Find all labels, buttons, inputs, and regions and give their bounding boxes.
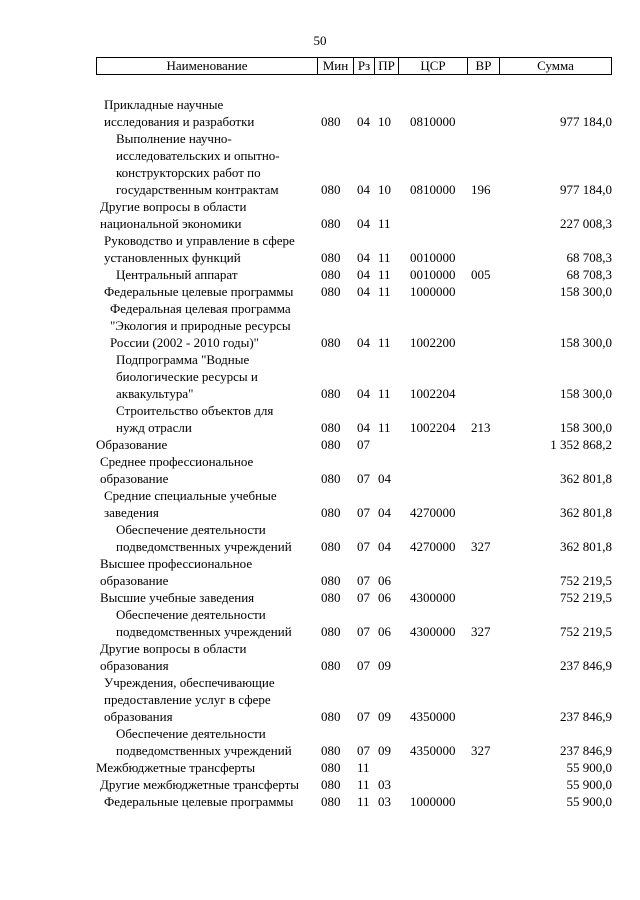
row-name-line: образования <box>100 658 169 673</box>
row-min: 080 <box>321 386 341 401</box>
row-name-line: Обеспечение деятельности <box>116 607 266 622</box>
row-csr: 0010000 <box>410 250 456 265</box>
row-csr: 0810000 <box>410 114 456 129</box>
table-row <box>96 130 612 198</box>
row-min: 080 <box>321 114 341 129</box>
header-name: Наименование <box>97 58 318 74</box>
row-rz: 04 <box>357 420 370 435</box>
row-name-line: Выполнение научно- <box>116 131 232 146</box>
row-pr: 03 <box>378 777 391 792</box>
row-name-line: Средние специальные учебные <box>104 488 277 503</box>
row-sum: 68 708,3 <box>566 250 612 265</box>
table-row <box>96 436 612 453</box>
row-name-line: Подпрограмма "Водные <box>116 352 250 367</box>
row-rz: 11 <box>357 777 370 792</box>
row-rz: 11 <box>357 794 370 809</box>
row-sum: 237 846,9 <box>560 658 612 673</box>
row-name-line: Прикладные научные <box>104 97 224 112</box>
row-name <box>96 793 317 810</box>
row-min: 080 <box>321 335 341 350</box>
table-row <box>96 606 612 640</box>
row-sum: 237 846,9 <box>560 709 612 724</box>
row-name <box>96 266 317 283</box>
row-name-line: Федеральные целевые программы <box>104 284 294 299</box>
row-name-line: Высшее профессиональное <box>100 556 253 571</box>
row-min: 080 <box>321 182 341 197</box>
row-name <box>96 606 317 640</box>
row-min: 080 <box>321 250 341 265</box>
row-min: 080 <box>321 267 341 282</box>
row-sum: 752 219,5 <box>560 573 612 588</box>
row-vr: 327 <box>471 539 491 554</box>
row-name-line: нужд отрасли <box>116 420 192 435</box>
row-pr: 11 <box>378 420 391 435</box>
row-name <box>96 351 317 402</box>
table-row <box>96 640 612 674</box>
row-sum: 55 900,0 <box>566 760 612 775</box>
row-pr: 11 <box>378 216 391 231</box>
table-row <box>96 283 612 300</box>
row-name-line: России (2002 - 2010 годы)" <box>110 335 259 350</box>
row-sum: 752 219,5 <box>560 624 612 639</box>
row-name <box>96 555 317 589</box>
row-name-line: биологические ресурсы и <box>116 369 258 384</box>
row-name-line: Обеспечение деятельности <box>116 522 266 537</box>
row-name-line: предоставление услуг в сфере <box>104 692 271 707</box>
row-min: 080 <box>321 573 341 588</box>
row-name-line: образование <box>100 573 169 588</box>
row-rz: 07 <box>357 505 370 520</box>
row-min: 080 <box>321 794 341 809</box>
table-row <box>96 793 612 810</box>
row-min: 080 <box>321 777 341 792</box>
row-pr: 04 <box>378 539 391 554</box>
row-pr: 11 <box>378 250 391 265</box>
table-row <box>96 674 612 725</box>
header-min: Мин <box>318 58 354 74</box>
row-name <box>96 725 317 759</box>
row-csr: 0010000 <box>410 267 456 282</box>
row-pr: 10 <box>378 114 391 129</box>
row-pr: 09 <box>378 709 391 724</box>
row-name-line: Другие вопросы в области <box>100 199 247 214</box>
table-row <box>96 198 612 232</box>
table-row <box>96 555 612 589</box>
row-min: 080 <box>321 658 341 673</box>
row-rz: 04 <box>357 267 370 282</box>
table-row <box>96 402 612 436</box>
row-name-line: подведомственных учреждений <box>116 624 292 639</box>
row-min: 080 <box>321 743 341 758</box>
row-pr: 04 <box>378 471 391 486</box>
row-rz: 04 <box>357 284 370 299</box>
row-min: 080 <box>321 437 341 452</box>
row-sum: 752 219,5 <box>560 590 612 605</box>
row-csr: 4270000 <box>410 505 456 520</box>
row-name-line: Учреждения, обеспечивающие <box>104 675 275 690</box>
row-sum: 227 008,3 <box>560 216 612 231</box>
row-sum: 158 300,0 <box>560 420 612 435</box>
row-name-line: Другие вопросы в области <box>100 641 247 656</box>
row-name-line: Федеральная целевая программа <box>110 301 291 316</box>
row-name-line: Строительство объектов для <box>116 403 274 418</box>
row-name-line: образование <box>100 471 169 486</box>
row-rz: 07 <box>357 437 370 452</box>
row-name-line: заведения <box>104 505 159 520</box>
table-row <box>96 521 612 555</box>
row-name-line: исследовательских и опытно- <box>116 148 280 163</box>
row-name <box>96 232 317 266</box>
table-header <box>96 57 612 75</box>
row-csr: 4270000 <box>410 539 456 554</box>
row-min: 080 <box>321 590 341 605</box>
row-name <box>96 487 317 521</box>
row-rz: 04 <box>357 250 370 265</box>
row-rz: 04 <box>357 216 370 231</box>
row-sum: 362 801,8 <box>560 539 612 554</box>
row-rz: 07 <box>357 624 370 639</box>
row-name-line: установленных функций <box>104 250 241 265</box>
row-min: 080 <box>321 709 341 724</box>
row-min: 080 <box>321 284 341 299</box>
row-sum: 68 708,3 <box>566 267 612 282</box>
row-min: 080 <box>321 539 341 554</box>
row-name-line: Межбюджетные трансферты <box>96 760 256 775</box>
row-pr: 11 <box>378 386 391 401</box>
row-pr: 11 <box>378 267 391 282</box>
row-vr: 005 <box>471 267 491 282</box>
row-name <box>96 589 317 606</box>
row-sum: 55 900,0 <box>566 794 612 809</box>
row-vr: 327 <box>471 743 491 758</box>
row-name <box>96 130 317 198</box>
row-pr: 11 <box>378 335 391 350</box>
row-name <box>96 521 317 555</box>
row-sum: 158 300,0 <box>560 335 612 350</box>
row-name <box>96 759 317 776</box>
row-vr: 196 <box>471 182 491 197</box>
row-rz: 04 <box>357 335 370 350</box>
row-name <box>96 402 317 436</box>
row-rz: 07 <box>357 743 370 758</box>
table-row <box>96 96 612 130</box>
row-pr: 10 <box>378 182 391 197</box>
row-name-line: Высшие учебные заведения <box>100 590 255 605</box>
row-rz: 07 <box>357 573 370 588</box>
row-name <box>96 96 317 130</box>
table-row <box>96 487 612 521</box>
row-name-line: Другие межбюджетные трансферты <box>100 777 299 792</box>
row-rz: 04 <box>357 386 370 401</box>
row-csr: 1000000 <box>410 284 456 299</box>
row-vr: 213 <box>471 420 491 435</box>
row-csr: 4300000 <box>410 624 456 639</box>
row-sum: 1 352 868,2 <box>550 437 612 452</box>
row-min: 080 <box>321 624 341 639</box>
row-csr: 0810000 <box>410 182 456 197</box>
row-pr: 09 <box>378 658 391 673</box>
row-rz: 07 <box>357 709 370 724</box>
row-name-line: Обеспечение деятельности <box>116 726 266 741</box>
row-pr: 06 <box>378 573 391 588</box>
table-row <box>96 453 612 487</box>
row-name-line: "Экология и природные ресурсы <box>110 318 291 333</box>
header-csr: ЦСР <box>399 58 468 74</box>
row-name-line: Руководство и управление в сфере <box>104 233 295 248</box>
row-csr: 1002204 <box>410 386 456 401</box>
table-row <box>96 589 612 606</box>
table-row <box>96 300 612 351</box>
row-pr: 03 <box>378 794 391 809</box>
row-name <box>96 283 317 300</box>
row-name-line: подведомственных учреждений <box>116 743 292 758</box>
row-pr: 06 <box>378 590 391 605</box>
row-name-line: подведомственных учреждений <box>116 539 292 554</box>
row-name-line: государственным контрактам <box>116 182 279 197</box>
row-csr: 4350000 <box>410 743 456 758</box>
row-sum: 977 184,0 <box>560 182 612 197</box>
row-pr: 04 <box>378 505 391 520</box>
row-csr: 1002204 <box>410 420 456 435</box>
table-row <box>96 232 612 266</box>
row-name-line: Среднее профессиональное <box>100 454 254 469</box>
row-name-line: образования <box>104 709 173 724</box>
table-row <box>96 776 612 793</box>
row-pr: 09 <box>378 743 391 758</box>
row-pr: 11 <box>378 284 391 299</box>
row-sum: 362 801,8 <box>560 505 612 520</box>
row-csr: 4300000 <box>410 590 456 605</box>
row-sum: 158 300,0 <box>560 284 612 299</box>
row-rz: 07 <box>357 471 370 486</box>
table-body <box>96 96 612 810</box>
row-name <box>96 436 317 453</box>
row-name <box>96 776 317 793</box>
table-row <box>96 759 612 776</box>
row-rz: 07 <box>357 590 370 605</box>
row-min: 080 <box>321 216 341 231</box>
row-sum: 977 184,0 <box>560 114 612 129</box>
row-name <box>96 198 317 232</box>
row-csr: 1000000 <box>410 794 456 809</box>
row-vr: 327 <box>471 624 491 639</box>
header-rz: Рз <box>354 58 375 74</box>
table-row <box>96 351 612 402</box>
row-name <box>96 640 317 674</box>
row-min: 080 <box>321 505 341 520</box>
header-vr: ВР <box>468 58 500 74</box>
row-min: 080 <box>321 471 341 486</box>
row-min: 080 <box>321 760 341 775</box>
row-rz: 11 <box>357 760 370 775</box>
row-min: 080 <box>321 420 341 435</box>
row-name-line: Федеральные целевые программы <box>104 794 294 809</box>
row-name <box>96 453 317 487</box>
row-name <box>96 300 317 351</box>
row-csr: 1002200 <box>410 335 456 350</box>
table-row <box>96 725 612 759</box>
row-sum: 158 300,0 <box>560 386 612 401</box>
row-sum: 237 846,9 <box>560 743 612 758</box>
row-sum: 362 801,8 <box>560 471 612 486</box>
row-name-line: Образование <box>96 437 168 452</box>
header-pr: ПР <box>375 58 399 74</box>
row-rz: 07 <box>357 658 370 673</box>
row-sum: 55 900,0 <box>566 777 612 792</box>
row-pr: 06 <box>378 624 391 639</box>
row-name-line: национальной экономики <box>100 216 242 231</box>
row-csr: 4350000 <box>410 709 456 724</box>
row-name-line: Центральный аппарат <box>116 267 238 282</box>
row-rz: 04 <box>357 182 370 197</box>
row-name <box>96 674 317 725</box>
header-sum: Сумма <box>537 58 574 73</box>
table-row <box>96 266 612 283</box>
row-rz: 04 <box>357 114 370 129</box>
row-name-line: аквакультура" <box>116 386 194 401</box>
row-rz: 07 <box>357 539 370 554</box>
row-name-line: исследования и разработки <box>104 114 255 129</box>
row-name-line: конструкторских работ по <box>116 165 261 180</box>
page-number: 50 <box>313 33 327 48</box>
